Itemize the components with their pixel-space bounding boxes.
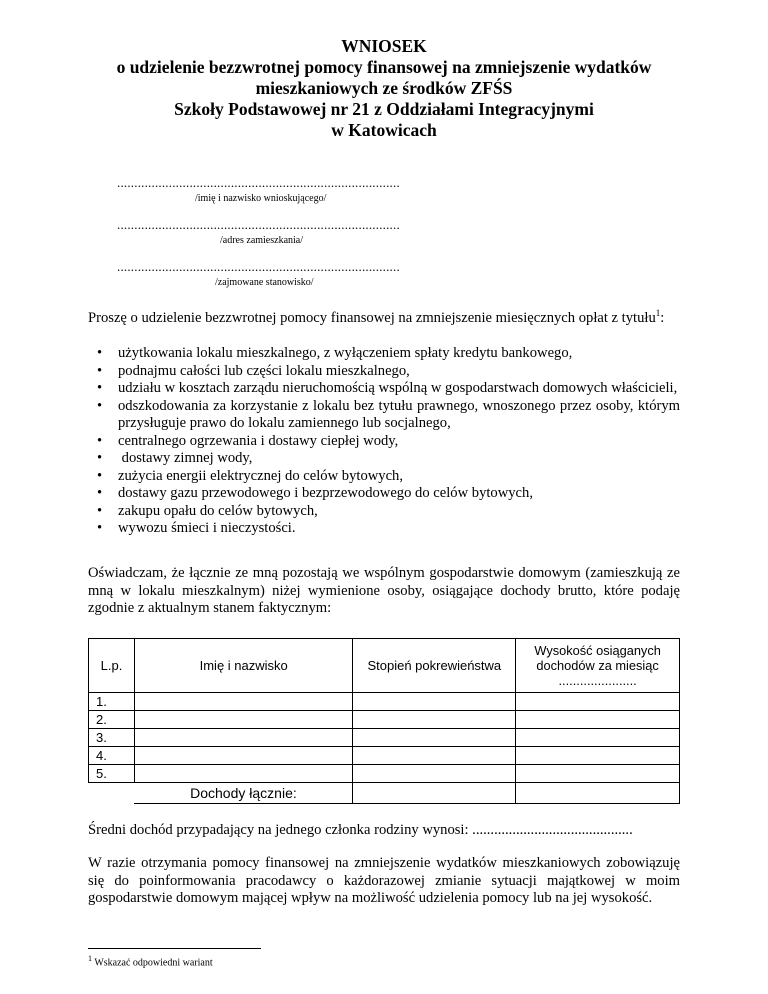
relation-cell[interactable]: [353, 765, 516, 783]
list-item-text: wywozu śmieci i nieczystości.: [118, 520, 296, 536]
request-paragraph: [88, 310, 680, 328]
address-dots: ..................................................................................: [117, 218, 400, 232]
list-item[interactable]: [88, 433, 680, 451]
list-item-text: udziału w kosztach zarządu nieruchomością wspólną w gospodarstwach domowych właścicieli,: [118, 380, 678, 396]
footnote: [88, 953, 213, 969]
table-row: [89, 693, 680, 711]
list-item[interactable]: [88, 520, 680, 538]
table-row: [89, 729, 680, 747]
title-line-1: WNIOSEK: [341, 36, 427, 56]
bullet-icon: •: [97, 345, 103, 361]
bullet-icon: •: [97, 397, 103, 414]
list-item[interactable]: [88, 380, 680, 398]
applicant-name-dots: ..................................................................................: [117, 176, 400, 190]
list-item[interactable]: [88, 450, 680, 468]
declaration-paragraph: Oświadczam, że łącznie ze mną pozostają we wspólnym gospodarstwie domowym (zamieszkują ze mną w lokalu mieszkalnym) niżej wymienione osoby, osiągające dochody brutto, które podaję zgodnie z aktualnym stanem faktycznym:: [88, 565, 680, 616]
row-number: 3.: [89, 729, 135, 747]
list-item-text: użytkowania lokalu mieszkalnego, z wyłączeniem spłaty kredytu bankowego,: [118, 345, 573, 361]
name-cell[interactable]: [134, 747, 353, 765]
relation-cell[interactable]: [353, 747, 516, 765]
row-number: 5.: [89, 765, 135, 783]
list-item-text: zużycia energii elektrycznej do celów bytowych,: [118, 467, 403, 484]
list-item[interactable]: [88, 363, 680, 381]
column-header-lp: L.p.: [89, 639, 135, 693]
column-header-income-line-2: dochodów za miesiąc: [536, 658, 659, 673]
total-spacer: [89, 783, 135, 804]
list-item[interactable]: [88, 398, 680, 433]
request-text-end: :: [660, 310, 665, 326]
total-income-label: Dochody łącznie:: [134, 783, 353, 804]
table-row: [89, 747, 680, 765]
table-row: [89, 711, 680, 729]
average-income-line: Średni dochód przypadający na jednego członka rodziny wynosi: ............................................: [88, 822, 633, 838]
row-number: 2.: [89, 711, 135, 729]
footnote-ref: 1: [655, 308, 661, 319]
name-cell[interactable]: [134, 765, 353, 783]
bullet-icon: •: [97, 380, 103, 396]
bullet-icon: •: [97, 502, 103, 519]
column-header-income-dots: ......................: [558, 673, 637, 688]
name-cell[interactable]: [134, 711, 353, 729]
table-header-row: [89, 639, 680, 693]
total-row: [89, 783, 680, 804]
relation-cell[interactable]: [353, 711, 516, 729]
household-income-table: [88, 638, 680, 804]
title-line-2: o udzielenie bezzwrotnej pomocy finansowej na zmniejszenie wydatków: [116, 57, 652, 77]
relation-cell[interactable]: [353, 693, 516, 711]
list-item[interactable]: [88, 485, 680, 503]
footnote-mark: 1: [88, 954, 92, 963]
title-line-3: mieszkaniowych ze środków ZFŚS: [255, 78, 513, 98]
name-cell[interactable]: [134, 729, 353, 747]
footnote-text: Wskazać odpowiedni wariant: [94, 957, 213, 969]
column-header-relation: Stopień pokrewieństwa: [353, 639, 516, 693]
footnote-separator: [88, 948, 261, 949]
table-row: [89, 765, 680, 783]
income-cell[interactable]: [516, 711, 680, 729]
position-dots: ..................................................................................: [117, 260, 400, 274]
list-item-text: dostawy zimnej wody,: [118, 450, 253, 466]
name-cell[interactable]: [134, 693, 353, 711]
total-income-cell[interactable]: [516, 783, 680, 804]
list-item[interactable]: [88, 503, 680, 521]
position-caption: /zajmowane stanowisko/: [215, 277, 314, 288]
income-cell[interactable]: [516, 729, 680, 747]
request-text: Proszę o udzielenie bezzwrotnej pomocy finansowej na zmniejszenie miesięcznych opłat z tytułu: [88, 310, 656, 326]
bullet-icon: •: [97, 362, 103, 379]
column-header-name: Imię i nazwisko: [134, 639, 353, 693]
bullet-icon: •: [97, 450, 103, 466]
obligation-paragraph: W razie otrzymania pomocy finansowej na zmniejszenie wydatków mieszkaniowych zobowiązuję się do poinformowania pracodawcy o każdorazowej zmianie sytuacji majątkowej w moim gospodarstwie domowym mającej wpływ na możliwość udzielenia pomocy lub na jej wysokość.: [88, 855, 680, 906]
bullet-icon: •: [97, 467, 103, 484]
applicant-name-caption: /imię i nazwisko wnioskującego/: [195, 193, 327, 204]
bullet-icon: •: [97, 520, 103, 536]
income-cell[interactable]: [516, 747, 680, 765]
form-title: [0, 36, 768, 141]
position-field[interactable]: [117, 260, 447, 289]
total-relation-cell: [353, 783, 516, 804]
list-item-text: podnajmu całości lub części lokalu mieszkalnego,: [118, 362, 410, 379]
income-cell[interactable]: [516, 765, 680, 783]
payment-type-list: [88, 345, 680, 538]
bullet-icon: •: [97, 485, 103, 501]
relation-cell[interactable]: [353, 729, 516, 747]
address-field[interactable]: [117, 218, 447, 247]
list-item[interactable]: [88, 345, 680, 363]
title-line-5: w Katowicach: [331, 120, 437, 140]
list-item-text: zakupu opału do celów bytowych,: [118, 502, 318, 519]
list-item-text: odszkodowania za korzystanie z lokalu bez tytułu prawnego, wnoszonego przez osoby, którym przysługuje prawo do lokalu zamiennego lub socjalnego,: [118, 397, 680, 431]
income-cell[interactable]: [516, 693, 680, 711]
bullet-icon: •: [97, 432, 103, 449]
column-header-income: [516, 639, 680, 693]
row-number: 1.: [89, 693, 135, 711]
list-item-text: centralnego ogrzewania i dostawy ciepłej wody,: [118, 432, 399, 449]
address-caption: /adres zamieszkania/: [220, 235, 304, 246]
list-item-text: dostawy gazu przewodowego i bezprzewodowego do celów bytowych,: [118, 485, 533, 501]
applicant-name-field[interactable]: [117, 176, 447, 205]
column-header-income-line-1: Wysokość osiąganych: [534, 643, 661, 658]
row-number: 4.: [89, 747, 135, 765]
title-line-4: Szkoły Podstawowej nr 21 z Oddziałami Integracyjnymi: [174, 99, 594, 119]
list-item[interactable]: [88, 468, 680, 486]
